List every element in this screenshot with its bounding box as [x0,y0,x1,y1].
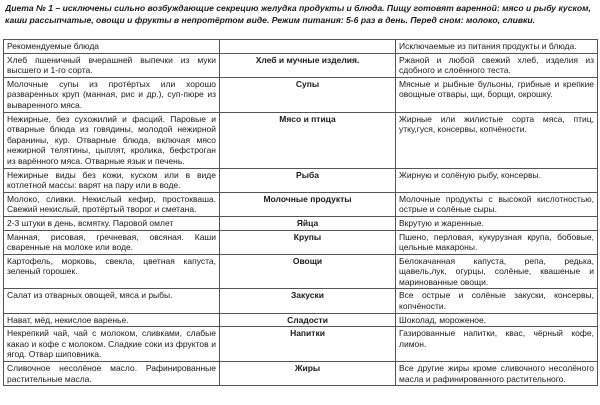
table-row [4,192,598,216]
table-row [4,254,598,289]
category-cell: Хлеб и мучные изделия. [220,53,396,77]
recommended-cell: Некрепкий чай, чай с молоком, сливками, слабые какао и кофе с молоком. Сладкие соки из фруктов и ягод. Отвар шиповника. [4,327,220,362]
recommended-cell: 2-3 штуки в день, всмятку. Паровой омлет [4,216,220,230]
recommended-cell: Картофель, морковь, свекла, цветная капуста, зеленый горошек. [4,254,220,289]
recommended-cell: Салат из отварных овощей, мяса и рыбы. [4,289,220,313]
diet-intro [5,3,595,37]
diet-table [3,39,598,386]
recommended-cell: Сливочное несолёное масло. Рафинированные растительные масла. [4,362,220,386]
excluded-cell: Все острые и солёные закуски, консервы, копчёности. [396,289,598,313]
header-recommended: Рекомендуемые блюда [4,40,220,54]
header-excluded: Исключаемые из питания продукты и блюда. [396,40,598,54]
excluded-cell: Ржаной и любой свежий хлеб, изделия из сдобного и слоённого теста. [396,53,598,77]
diet-description: – исключены сильно возбуждающие секрецию желудка продукты и блюда. Пищу готовят варенной: мясо и рыбу куском, каши рассыпчатые, овощи и фрукты в непротёртом виде. Режим питания: 5-6 раз в день. Перед сном: молоко, сливки. [5,3,591,25]
header-category [220,40,396,54]
recommended-cell: Молоко, сливки. Некислый кефир, простокваша. Свежий некислый, протёртый творог и сметана. [4,192,220,216]
category-cell: Рыба [220,168,396,192]
table-row [4,168,598,192]
excluded-cell: Пшено, перловая, кукурузная крупа, бобовые, цельные макароны. [396,230,598,254]
table-row [4,289,598,313]
excluded-cell: Жирные или жилистые сорта мяса, птиц, утку,гуся, консервы, копчёности. [396,112,598,168]
category-cell: Молочные продукты [220,192,396,216]
table-row [4,77,598,112]
diet-title: Диета № 1 [5,3,54,13]
excluded-cell: Вкрутую и жаренные. [396,216,598,230]
category-cell: Закуски [220,289,396,313]
table-row [4,362,598,386]
table-header-row [4,40,598,54]
excluded-cell: Газированные напитки, квас, чёрный кофе, лимон. [396,327,598,362]
category-cell: Яйца [220,216,396,230]
table-row [4,216,598,230]
category-cell: Овощи [220,254,396,289]
excluded-cell: Жирную и солёную рыбу, консервы. [396,168,598,192]
recommended-cell: Молочные супы из протёртых или хорошо разваренных круп (манная, рис и др.), суп-пюре из вываренного мяса. [4,77,220,112]
category-cell: Напитки [220,327,396,362]
table-row [4,313,598,327]
table-row [4,53,598,77]
category-cell: Супы [220,77,396,112]
category-cell: Мясо и птица [220,112,396,168]
excluded-cell: Шоколад, мороженое. [396,313,598,327]
category-cell: Жиры [220,362,396,386]
excluded-cell: Мясные и рыбные бульоны, грибные и крепкие овощные отвары, щи, борщи, окрошку. [396,77,598,112]
recommended-cell: Нежирные виды без кожи, куском или в виде котлетной массы: варят на пару или в воде. [4,168,220,192]
table-row [4,112,598,168]
excluded-cell: Молочные продукты с высокой кислотностью, острые и солёные сыры. [396,192,598,216]
table-row [4,327,598,362]
recommended-cell: Манная, рисовая, гречневая, овсяная. Каши сваренные на молоке или воде. [4,230,220,254]
recommended-cell: Нават, мёд, некислое варенье. [4,313,220,327]
excluded-cell: Все другие жиры кроме сливочного несолёного масла и рафинированного растительного. [396,362,598,386]
category-cell: Сладости [220,313,396,327]
category-cell: Крупы [220,230,396,254]
excluded-cell: Белокачанная капуста, репа, редька, щавель,лук, огурцы, солёные, квашеные и маринованные овощи. [396,254,598,289]
table-row [4,230,598,254]
recommended-cell: Хлеб пшеничный вчерашней выпечки из муки высшего и 1-го сорта. [4,53,220,77]
recommended-cell: Нежирные, без сухожилий и фасций. Паровые и отварные блюда из говядины, молодой нежирной баранины, кур. Отварные блюда, включая мясо нежирной телятины, цыплят, кролика, бефстроган из варённого мяса. Отварные язык и печень. [4,112,220,168]
